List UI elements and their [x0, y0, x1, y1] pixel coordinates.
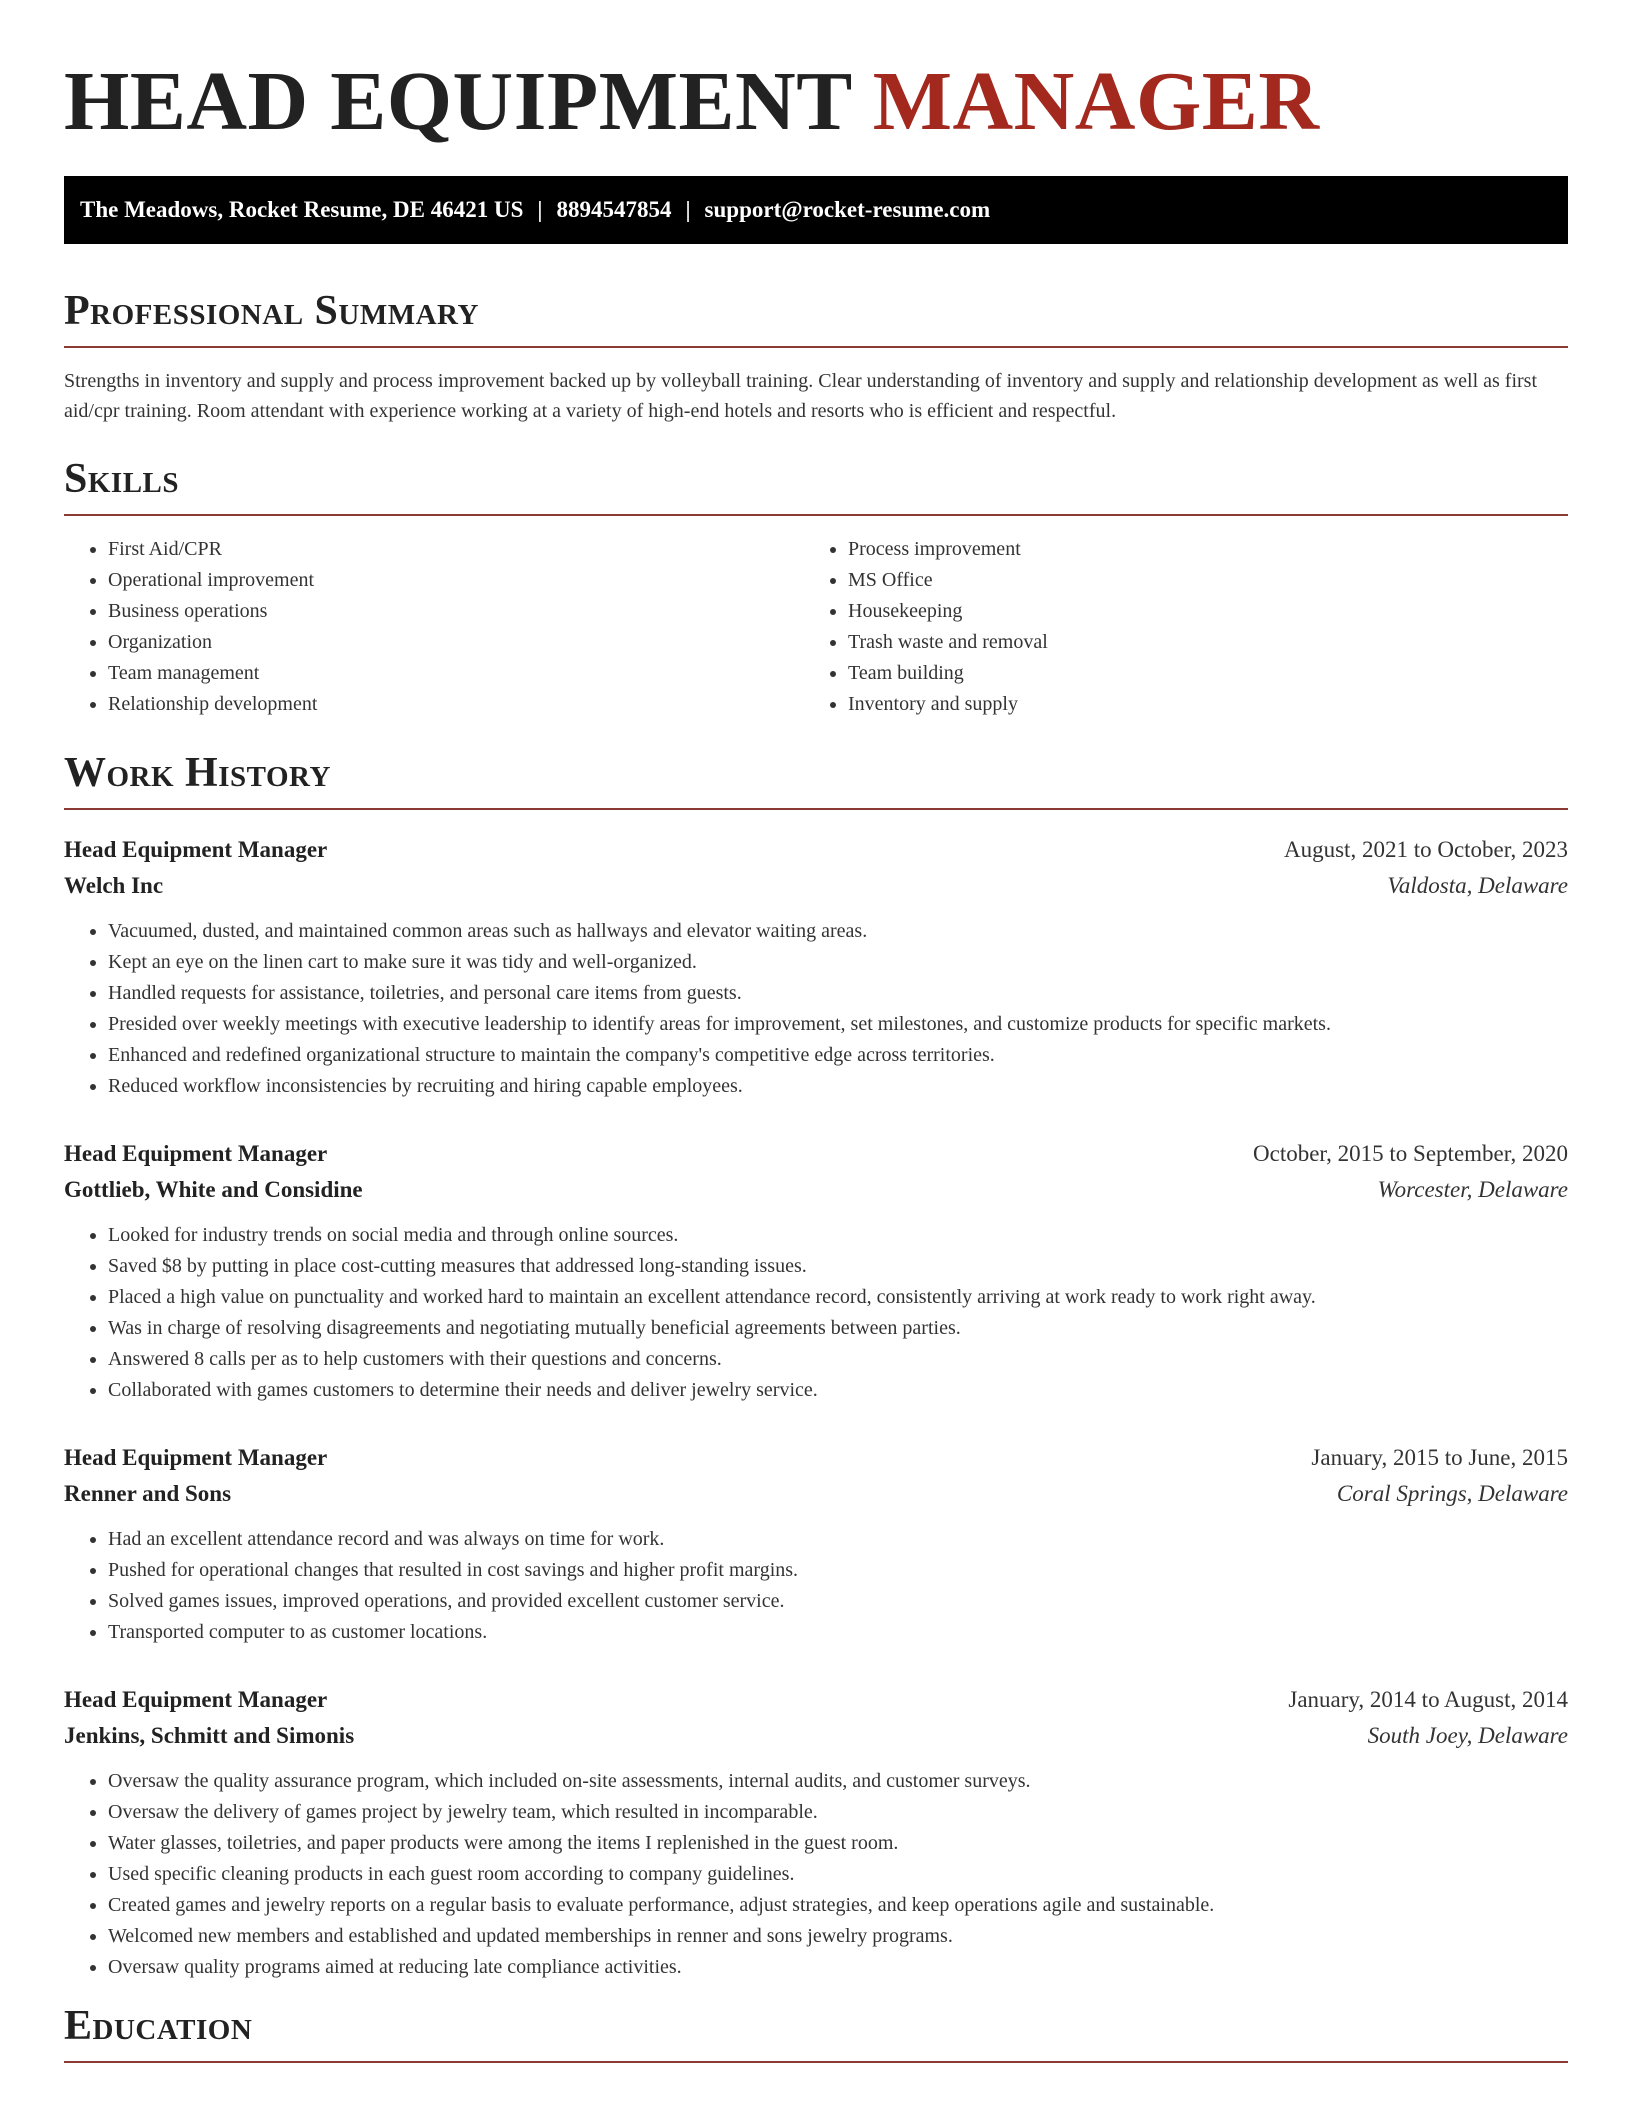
- skill-item: • Organization: [108, 627, 804, 658]
- job-bullet: • Kept an eye on the linen cart to make sure it was tidy and well-organized.: [108, 947, 1568, 978]
- job-location: Worcester, Delaware: [1377, 1177, 1568, 1202]
- job-bullet: • Vacuumed, dusted, and maintained common areas such as hallways and elevator waiting areas.: [108, 916, 1568, 947]
- job-bullet: • Reduced workflow inconsistencies by recruiting and hiring capable employees.: [108, 1071, 1568, 1102]
- contact-email: support@rocket-resume.com: [704, 197, 991, 222]
- job-dates: October, 2015 to September, 2020: [1253, 1141, 1568, 1166]
- job-bullet: • Water glasses, toiletries, and paper products were among the items I replenished in the guest room.: [108, 1828, 1568, 1859]
- job-title: Head Equipment Manager: [64, 837, 328, 862]
- skill-item: • MS Office: [848, 565, 1544, 596]
- skills-heading: Skills: [64, 456, 1568, 516]
- skills-column-left: [64, 534, 804, 720]
- skill-item: • Operational improvement: [108, 565, 804, 596]
- skill-item: • First Aid/CPR: [108, 534, 804, 565]
- contact-address: The Meadows, Rocket Resume, DE 46421 US: [80, 197, 524, 222]
- job-bullets: [64, 916, 1568, 1102]
- job-bullet: • Oversaw the quality assurance program, which included on-site assessments, internal audits, and customer surveys.: [108, 1766, 1568, 1797]
- job-bullet: • Presided over weekly meetings with executive leadership to identify areas for improvement, set milestones, and customize products for specific markets.: [108, 1009, 1568, 1040]
- job-entry: [64, 1440, 1568, 1648]
- job-bullets: [64, 1220, 1568, 1406]
- contact-bar: [64, 176, 1568, 244]
- job-entry: [64, 1682, 1568, 1983]
- job-bullet: • Had an excellent attendance record and was always on time for work.: [108, 1524, 1568, 1555]
- job-bullet: • Welcomed new members and established and updated memberships in renner and sons jewelry programs.: [108, 1921, 1568, 1952]
- job-bullet: • Collaborated with games customers to determine their needs and deliver jewelry service.: [108, 1375, 1568, 1406]
- title-part-2: MANAGER: [872, 55, 1320, 148]
- skill-item: • Process improvement: [848, 534, 1544, 565]
- job-bullet: • Oversaw quality programs aimed at reducing late compliance activities.: [108, 1952, 1568, 1983]
- job-company: Welch Inc: [64, 873, 164, 898]
- job-bullet: • Transported computer to as customer locations.: [108, 1617, 1568, 1648]
- education-heading: Education: [64, 2003, 1568, 2063]
- job-location: South Joey, Delaware: [1367, 1723, 1568, 1748]
- job-dates: January, 2014 to August, 2014: [1288, 1687, 1568, 1712]
- summary-text: Strengths in inventory and supply and process improvement backed up by volleyball training. Clear understanding of inventory and supply and relationship development as well as first aid/cpr training. Room attendant with experience working at a variety of high-end hotels and resorts who is efficient and respectful.: [64, 370, 1538, 422]
- contact-separator: |: [685, 197, 691, 222]
- job-bullet: • Saved $8 by putting in place cost-cutting measures that addressed long-standing issues.: [108, 1251, 1568, 1282]
- job-bullets: [64, 1766, 1568, 1983]
- job-company: Renner and Sons: [64, 1481, 232, 1506]
- title-part-1: HEAD EQUIPMENT: [64, 55, 852, 148]
- skill-item: • Trash waste and removal: [848, 627, 1544, 658]
- job-location: Coral Springs, Delaware: [1336, 1481, 1568, 1506]
- job-bullet: • Placed a high value on punctuality and worked hard to maintain an excellent attendance record, consistently arriving at work ready to work right away.: [108, 1282, 1568, 1313]
- job-dates: August, 2021 to October, 2023: [1284, 837, 1568, 862]
- resume-title: [64, 52, 1568, 152]
- contact-separator: |: [537, 197, 543, 222]
- job-company: Jenkins, Schmitt and Simonis: [64, 1723, 355, 1748]
- job-entry: [64, 1136, 1568, 1406]
- job-entry: [64, 832, 1568, 1102]
- skill-item: • Inventory and supply: [848, 689, 1544, 720]
- job-bullet: • Pushed for operational changes that resulted in cost savings and higher profit margins.: [108, 1555, 1568, 1586]
- job-bullet: • Created games and jewelry reports on a regular basis to evaluate performance, adjust strategies, and keep operations agile and sustainable.: [108, 1890, 1568, 1921]
- skill-item: • Housekeeping: [848, 596, 1544, 627]
- job-bullet: • Used specific cleaning products in each guest room according to company guidelines.: [108, 1859, 1568, 1890]
- job-title: Head Equipment Manager: [64, 1687, 328, 1712]
- skill-item: • Team building: [848, 658, 1544, 689]
- job-bullet: • Handled requests for assistance, toiletries, and personal care items from guests.: [108, 978, 1568, 1009]
- job-company: Gottlieb, White and Considine: [64, 1177, 363, 1202]
- job-bullet: • Oversaw the delivery of games project by jewelry team, which resulted in incomparable.: [108, 1797, 1568, 1828]
- job-dates: January, 2015 to June, 2015: [1311, 1445, 1568, 1470]
- job-bullet: • Answered 8 calls per as to help customers with their questions and concerns.: [108, 1344, 1568, 1375]
- summary-heading: Professional Summary: [64, 288, 1568, 348]
- job-bullet: • Was in charge of resolving disagreements and negotiating mutually beneficial agreements between parties.: [108, 1313, 1568, 1344]
- contact-phone: 8894547854: [556, 197, 672, 222]
- job-bullets: [64, 1524, 1568, 1648]
- job-location: Valdosta, Delaware: [1387, 873, 1568, 898]
- job-bullet: • Solved games issues, improved operations, and provided excellent customer service.: [108, 1586, 1568, 1617]
- job-title: Head Equipment Manager: [64, 1445, 328, 1470]
- skill-item: • Relationship development: [108, 689, 804, 720]
- skill-item: • Business operations: [108, 596, 804, 627]
- job-bullet: • Looked for industry trends on social media and through online sources.: [108, 1220, 1568, 1251]
- job-title: Head Equipment Manager: [64, 1141, 328, 1166]
- skill-item: • Team management: [108, 658, 804, 689]
- skills-list: [64, 534, 1568, 720]
- skills-column-right: [804, 534, 1544, 720]
- job-bullet: • Enhanced and redefined organizational structure to maintain the company's competitive edge across territories.: [108, 1040, 1568, 1071]
- work-history-heading: Work History: [64, 750, 1568, 810]
